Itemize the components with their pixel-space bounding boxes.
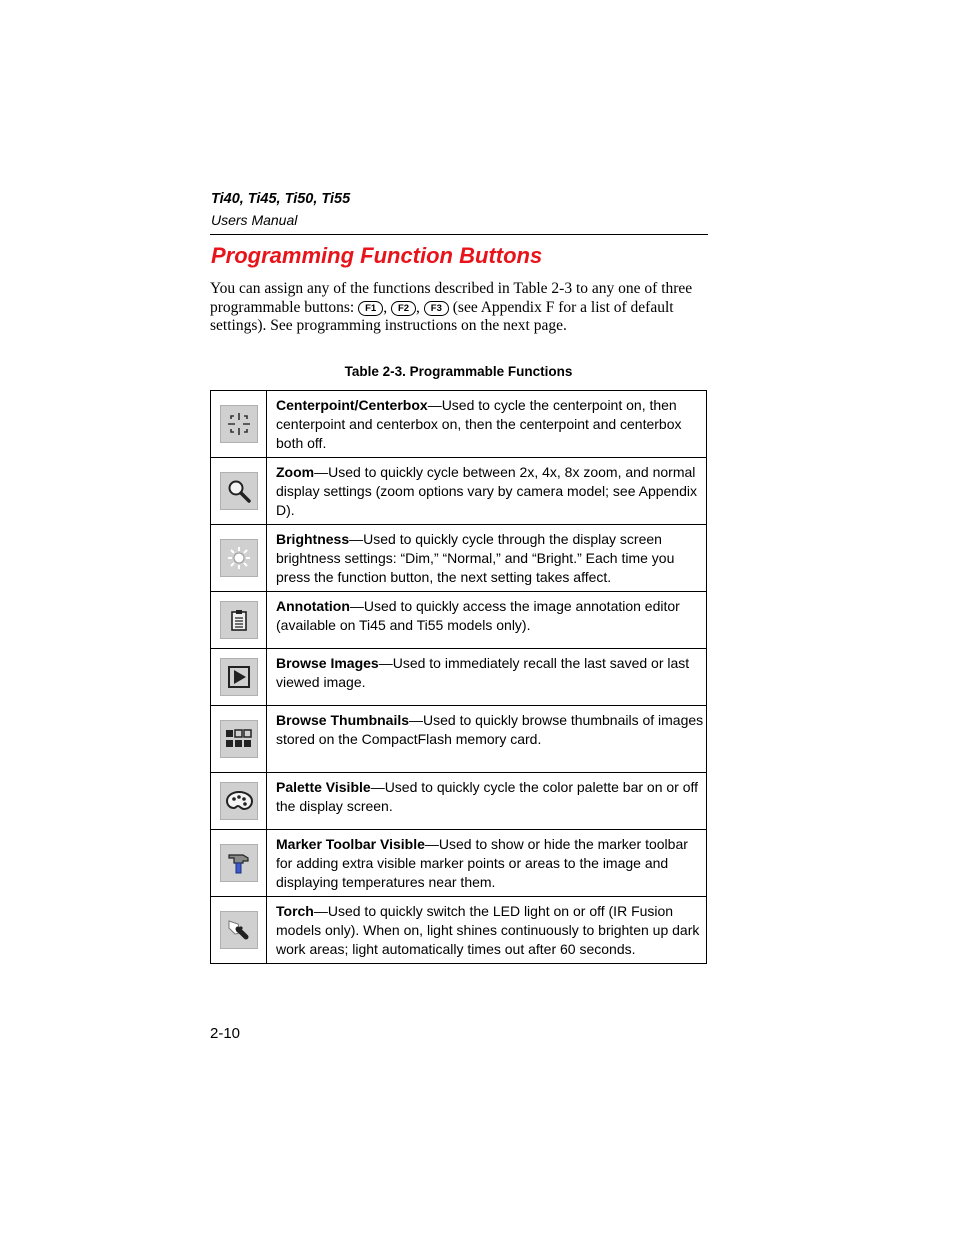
icon-cell [211, 458, 267, 525]
browse-images-icon [220, 658, 258, 696]
function-description: —Used to immediately recall the last saved or last viewed image. [276, 655, 690, 690]
icon-cell [211, 592, 267, 649]
table-row [211, 897, 707, 964]
intro-paragraph [210, 280, 710, 336]
table-row [211, 391, 707, 458]
table-row [211, 830, 707, 897]
zoom-icon [220, 472, 258, 510]
icon-cell [211, 525, 267, 592]
description-cell [267, 897, 707, 964]
intro-line-1: You can assign any of the functions described in Table 2-3 to any one of three [210, 280, 693, 297]
function-name: Annotation [276, 598, 350, 614]
f2-key-glyph: F2 [391, 301, 416, 316]
table-row [211, 525, 707, 592]
function-description: —Used to show or hide the marker toolbar for adding extra visible marker points or areas to the image and displaying temperatures near them. [276, 836, 688, 890]
icon-cell [211, 706, 267, 773]
torch-icon [220, 911, 258, 949]
intro-line-2-end: (see Appendix F for a list of default [452, 298, 674, 316]
function-name: Zoom [276, 464, 315, 480]
table-row [211, 706, 707, 773]
function-name: Palette Visible [276, 779, 371, 795]
function-description: —Used to quickly cycle between 2x, 4x, 8x zoom, and normal display settings (zoom options vary by camera model; see Appendix D). [276, 464, 697, 518]
description-cell [267, 830, 707, 897]
function-description: —Used to quickly cycle the color palette bar on or off the display screen. [276, 779, 699, 814]
description-cell [267, 592, 707, 649]
intro-line-3: settings). See programming instructions on the next page. [210, 317, 567, 334]
f3-key-glyph: F3 [424, 301, 449, 316]
table-row [211, 458, 707, 525]
function-description: —Used to quickly switch the LED light on or off (IR Fusion models only). When on, light shines continuously to brighten up dark work areas; light automatically times out after 60 seconds. [276, 903, 700, 957]
running-header-title: Ti40, Ti45, Ti50, Ti55 [211, 191, 351, 207]
page-number: 2-10 [210, 1025, 241, 1042]
running-header-subtitle: Users Manual [211, 212, 298, 228]
function-description: —Used to quickly browse thumbnails of images stored on the CompactFlash memory card. [276, 712, 704, 747]
description-cell [267, 649, 707, 706]
icon-cell [211, 391, 267, 458]
description-cell [267, 706, 707, 773]
description-cell [267, 458, 707, 525]
description-cell [267, 391, 707, 458]
icon-cell [211, 649, 267, 706]
table-row [211, 649, 707, 706]
description-cell [267, 525, 707, 592]
icon-cell [211, 830, 267, 897]
icon-cell [211, 773, 267, 830]
function-name: Browse Thumbnails [276, 712, 410, 728]
function-name: Brightness [276, 531, 350, 547]
function-name: Centerpoint/Centerbox [276, 397, 428, 413]
palette-icon [220, 782, 258, 820]
function-name: Marker Toolbar Visible [276, 836, 425, 852]
centerpoint-icon [220, 405, 258, 443]
function-description: —Used to quickly access the image annotation editor (available on Ti45 and Ti55 models only). [276, 598, 680, 633]
browse-thumbnails-icon [220, 720, 258, 758]
function-name: Browse Images [276, 655, 379, 671]
table-row [211, 592, 707, 649]
marker-toolbar-icon [220, 844, 258, 882]
function-name: Torch [276, 903, 314, 919]
table-caption: Table 2-3. Programmable Functions [344, 364, 573, 379]
description-cell [267, 773, 707, 830]
functions-table [210, 390, 707, 964]
icon-cell [211, 897, 267, 964]
function-description: —Used to cycle the centerpoint on, then centerpoint and centerbox on, then the centerpoint and centerbox both off. [276, 397, 682, 451]
intro-line-2: programmable buttons: F1 , F2 , F3 (see Appendix F for a list of default [210, 298, 674, 316]
section-title: Programming Function Buttons [211, 243, 543, 268]
f1-key-glyph: F1 [358, 301, 383, 316]
header-rule [210, 234, 708, 235]
function-description: —Used to quickly cycle through the display screen brightness settings: “Dim,” “Normal,” and “Bright.” Each time you press the function button, the next setting takes affect. [276, 531, 675, 585]
annotation-icon [220, 601, 258, 639]
table-row [211, 773, 707, 830]
intro-line-2-start: programmable buttons: [210, 298, 355, 316]
brightness-icon [220, 539, 258, 577]
